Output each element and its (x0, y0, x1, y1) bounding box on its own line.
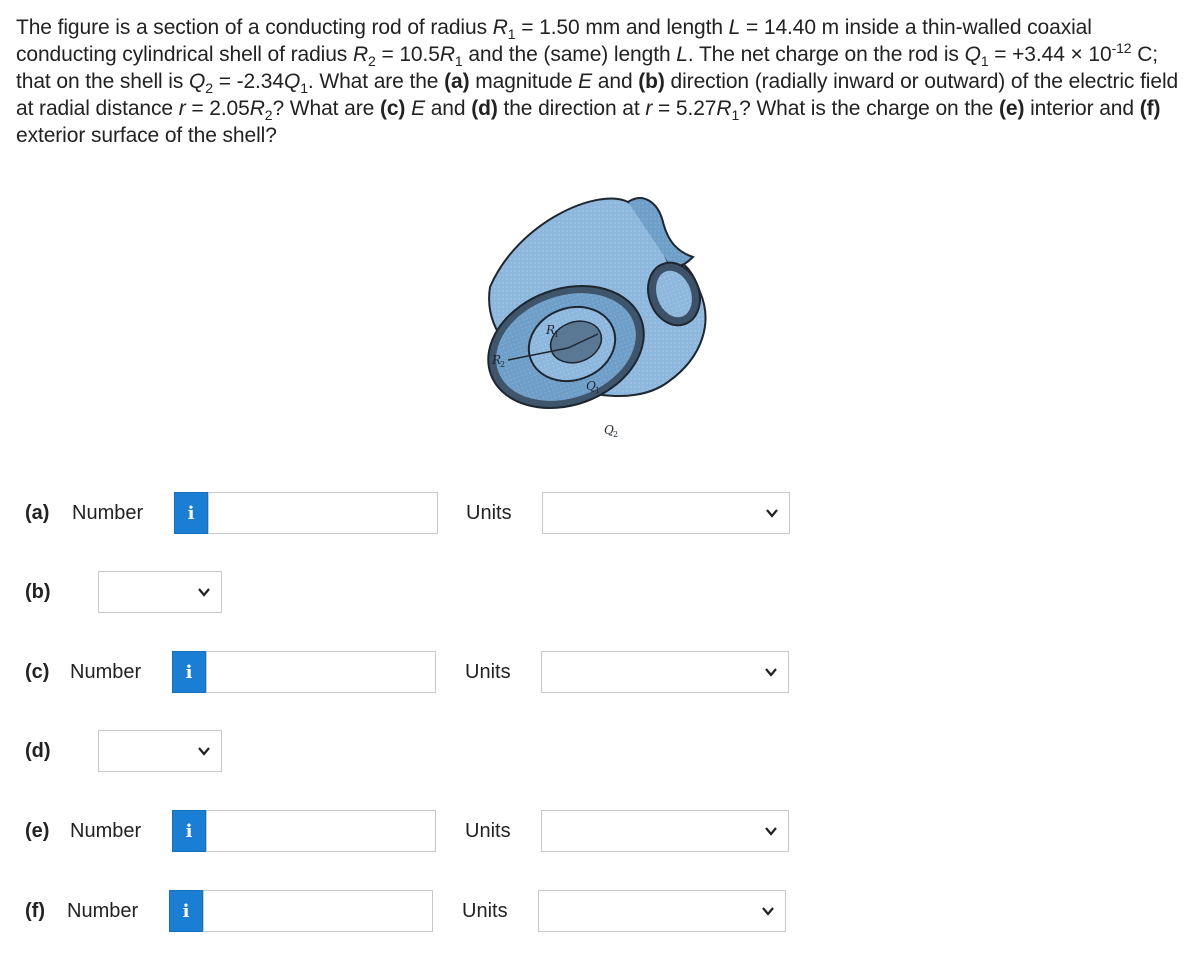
part-f-info-icon[interactable]: i (169, 890, 203, 932)
part-c-label: (c) (25, 661, 50, 683)
part-f-units-label: Units (462, 900, 508, 922)
part-d-label: (d) (25, 740, 51, 762)
svg-text:2: 2 (500, 360, 506, 369)
part-e-info-icon[interactable]: i (172, 810, 206, 852)
part-d-direction-select[interactable] (98, 730, 222, 772)
label-q2: Q (604, 423, 614, 437)
part-c-number-input[interactable] (206, 651, 436, 693)
coaxial-cylinder-drawing (478, 182, 728, 447)
part-a-number-input[interactable] (208, 492, 438, 534)
part-a-units-label: Units (466, 502, 512, 524)
part-c-units-label: Units (465, 661, 511, 683)
part-e-number-label: Number (70, 820, 142, 842)
part-a-info-icon[interactable]: i (174, 492, 208, 534)
part-f-label: (f) (25, 900, 45, 922)
chevron-down-icon (764, 665, 778, 679)
part-e-label: (e) (25, 820, 50, 842)
part-c-number-label: Number (70, 661, 142, 683)
part-f-units-select[interactable] (538, 890, 786, 932)
label-r2: R (492, 353, 502, 367)
part-e-number-input[interactable] (206, 810, 436, 852)
svg-text:1: 1 (554, 330, 560, 339)
part-b-direction-select[interactable] (98, 571, 222, 613)
part-e-units-select[interactable] (541, 810, 789, 852)
problem-statement: The figure is a section of a conducting rod of radius $R_1 = 1.50$ mm and length L = 14.40 m inside a thin-walled coaxial conducting cylindrical shell of radius $R_2 = 10.5R_1$ and the (same) length L. The net charge on the rod is $Q_1 = +3.44 \times 10^{-12}$ C; that on the shell is $Q_2 = -2.34Q_1$. What are the (a) magnitude E and (b) direction (radially inward or outward) of the electric field at radial distance $r = 2.05R_2$? What are (c) E and (d) the direction at $r = 5.27R_1$? What is the charge on the (e) interior and (f) exterior surface of the shell? (16, 16, 1179, 147)
label-q1: Q (586, 379, 596, 393)
part-b-label: (b) (25, 581, 51, 603)
part-a-label: (a) (25, 502, 50, 524)
chevron-down-icon (761, 904, 775, 918)
part-c-info-icon[interactable]: i (172, 651, 206, 693)
chevron-down-icon (197, 585, 211, 599)
svg-text:2: 2 (613, 430, 619, 439)
chevron-down-icon (765, 506, 779, 520)
svg-text:1: 1 (595, 386, 601, 395)
part-a-units-select[interactable] (542, 492, 790, 534)
chevron-down-icon (764, 824, 778, 838)
part-e-units-label: Units (465, 820, 511, 842)
part-c-units-select[interactable] (541, 651, 789, 693)
part-f-number-input[interactable] (203, 890, 433, 932)
label-r1: R (546, 323, 556, 337)
coaxial-cylinder-figure (478, 182, 728, 447)
part-a-number-label: Number (72, 502, 144, 524)
chevron-down-icon (197, 744, 211, 758)
part-f-number-label: Number (67, 900, 139, 922)
